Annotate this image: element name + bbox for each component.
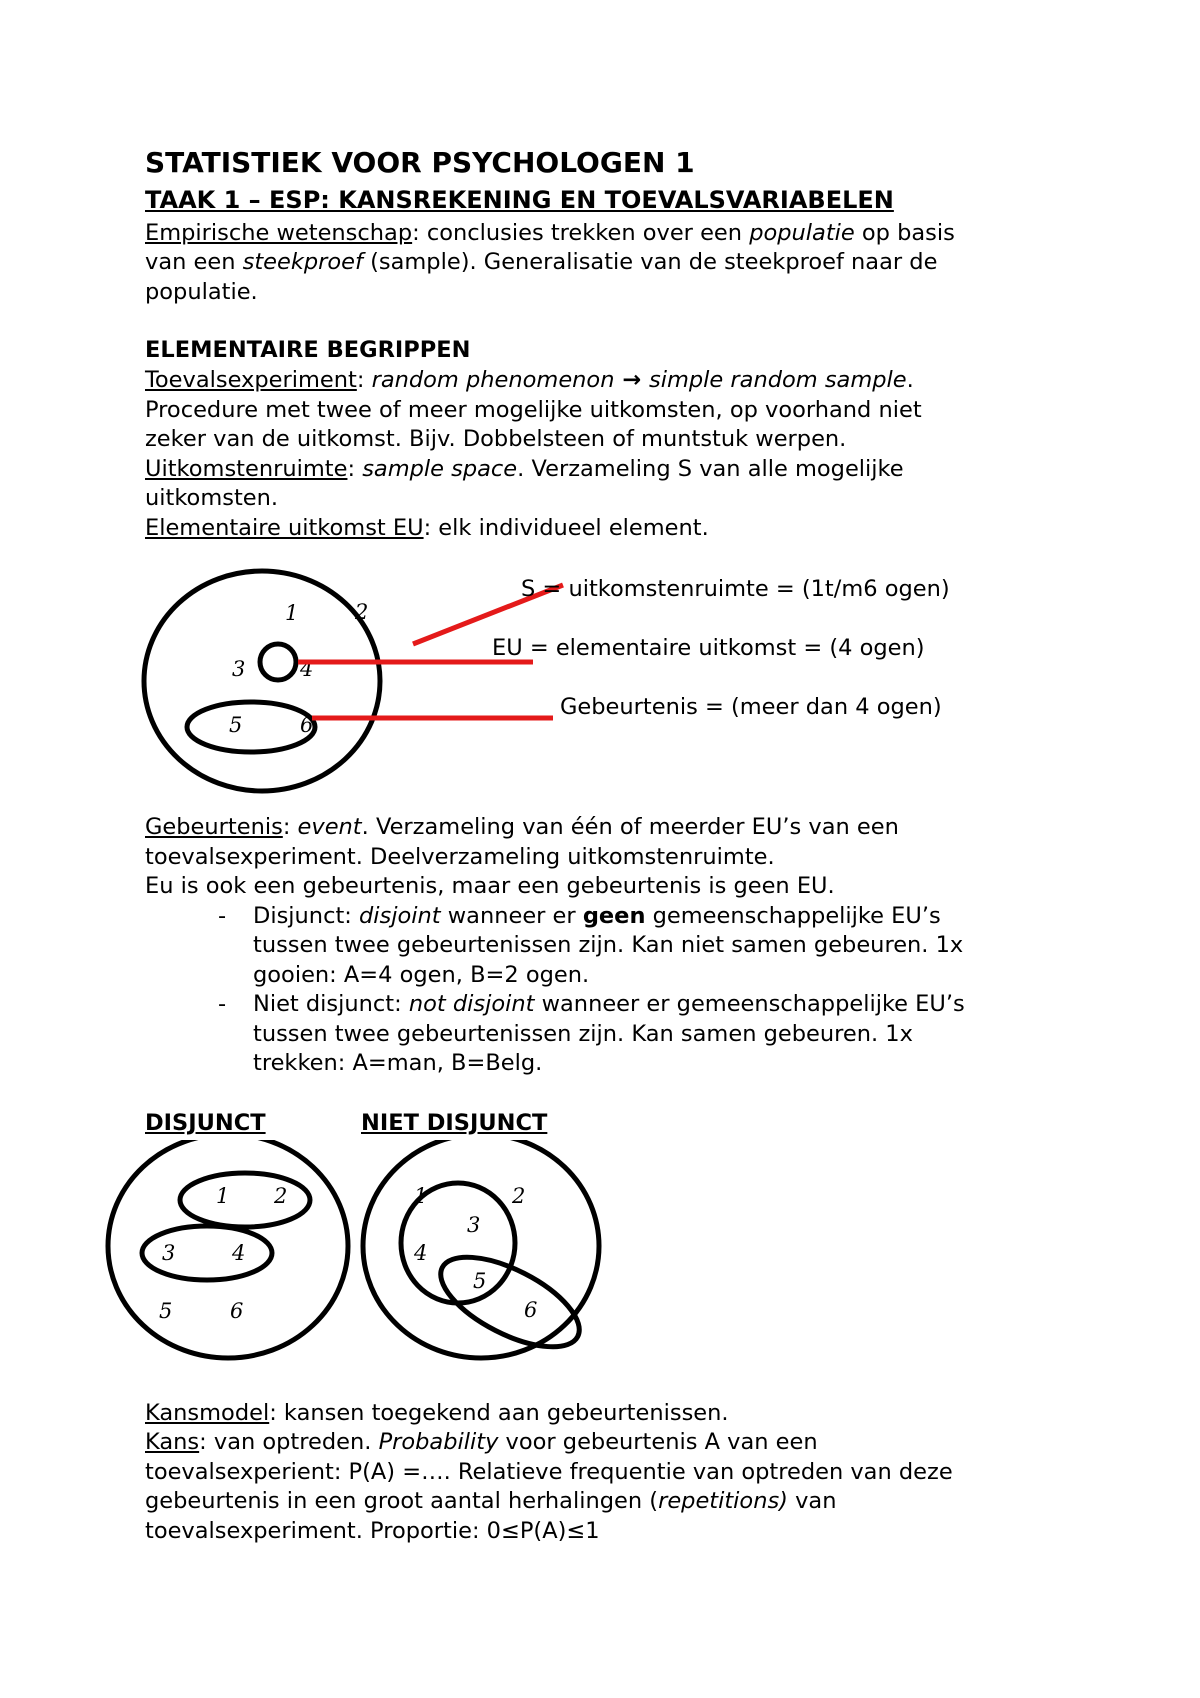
heading-disjunct: DISJUNCT <box>145 1110 266 1136</box>
bullet-dash: - <box>218 991 227 1017</box>
label-gebeurtenis: Gebeurtenis = (meer dan 4 ogen) <box>560 694 942 720</box>
term-gebeurtenis: Gebeurtenis <box>145 814 283 840</box>
outcome-number: 3 <box>232 657 246 681</box>
disjunct-diagram <box>108 1140 348 1358</box>
term-empirische-wetenschap: Empirische wetenschap <box>145 220 413 246</box>
kans-line-3: gebeurtenis in een groot aantal herhalingen (repetitions) van <box>145 1488 837 1514</box>
intro-line-2: van een steekproef (sample). Generalisatie van de steekproef naar de <box>145 249 938 275</box>
procedure-line-1: Procedure met twee of meer mogelijke uitkomsten, op voorhand niet <box>145 397 922 423</box>
bullet-disjunct-line-3: gooien: A=4 ogen, B=2 ogen. <box>253 962 590 988</box>
term-kansmodel: Kansmodel <box>145 1400 270 1426</box>
arrow-icon: → <box>614 367 649 393</box>
uitkomstenruimte-line-2: uitkomsten. <box>145 485 279 511</box>
outcome-number: 1 <box>414 1184 428 1208</box>
elementaire-uitkomst-line: Elementaire uitkomst EU: elk individueel element. <box>145 515 709 541</box>
kansmodel-line: Kansmodel: kansen toegekend aan gebeurtenissen. <box>145 1400 729 1426</box>
outcome-number: 1 <box>216 1184 230 1208</box>
outcome-number: 5 <box>473 1269 487 1293</box>
intro-line-3: populatie. <box>145 279 258 305</box>
intro-line-1: Empirische wetenschap: conclusies trekken over een populatie op basis <box>145 220 955 246</box>
label-sample-space: S = uitkomstenruimte = (1t/m6 ogen) <box>521 576 950 602</box>
disjunct-diagrams <box>0 1140 620 1370</box>
label-elementaire-uitkomst: EU = elementaire uitkomst = (4 ogen) <box>492 635 925 661</box>
toevalsexperiment-line: Toevalsexperiment: random phenomenon → simple random sample. <box>145 367 914 393</box>
uitkomstenruimte-line: Uitkomstenruimte: sample space. Verzameling S van alle mogelijke <box>145 456 904 482</box>
eu-circle <box>260 644 296 680</box>
kans-line-4: toevalsexperiment. Proportie: 0≤P(A)≤1 <box>145 1518 600 1544</box>
niet-disjunct-diagram <box>363 1140 599 1365</box>
outcome-number: 5 <box>159 1299 173 1323</box>
procedure-line-2: zeker van de uitkomst. Bijv. Dobbelsteen of muntstuk werpen. <box>145 426 847 452</box>
gebeurtenis-line-1: Gebeurtenis: event. Verzameling van één of meerder EU’s van een <box>145 814 899 840</box>
bullet-niet-disjunct-line-2: tussen twee gebeurtenissen zijn. Kan samen gebeuren. 1x <box>253 1021 913 1047</box>
gebeurtenis-line-3: Eu is ook een gebeurtenis, maar een gebeurtenis is geen EU. <box>145 873 835 899</box>
bullet-disjunct-line-2: tussen twee gebeurtenissen zijn. Kan niet samen gebeuren. 1x <box>253 932 964 958</box>
term-elementaire-uitkomst: Elementaire uitkomst EU <box>145 515 424 541</box>
outcome-number: 1 <box>285 601 299 625</box>
bullet-niet-disjunct-line-1: Niet disjunct: not disjoint wanneer er gemeenschappelijke EU’s <box>253 991 965 1017</box>
outcome-number: 6 <box>230 1299 244 1323</box>
term-uitkomstenruimte: Uitkomstenruimte <box>145 456 348 482</box>
kans-line-2: toevalsexperient: P(A) =…. Relatieve frequentie van optreden van deze <box>145 1459 953 1485</box>
outcome-number: 2 <box>355 600 369 624</box>
gebeurtenis-line-2: toevalsexperiment. Deelverzameling uitkomstenruimte. <box>145 844 775 870</box>
event-ellipse-a <box>180 1173 310 1227</box>
bullet-disjunct-line-1: Disjunct: disjoint wanneer er geen gemeenschappelijke EU’s <box>253 903 941 929</box>
outcome-number: 5 <box>229 713 243 737</box>
term-toevalsexperiment: Toevalsexperiment <box>145 367 357 393</box>
outcome-number: 2 <box>512 1184 526 1208</box>
document-subtitle: TAAK 1 – ESP: KANSREKENING EN TOEVALSVARIABELEN <box>145 186 894 214</box>
outcome-number: 6 <box>524 1298 538 1322</box>
outcome-number: 3 <box>467 1213 481 1237</box>
outcome-number: 6 <box>300 713 314 737</box>
kans-line-1: Kans: van optreden. Probability voor gebeurtenis A van een <box>145 1429 818 1455</box>
document-title: STATISTIEK VOOR PSYCHOLOGEN 1 <box>145 146 695 179</box>
outcome-number: 3 <box>162 1241 176 1265</box>
niet-disjunct-outer-circle <box>363 1140 599 1358</box>
section-heading-elementaire-begrippen: ELEMENTAIRE BEGRIPPEN <box>145 337 471 363</box>
bullet-dash: - <box>218 903 227 929</box>
sample-space-circle <box>144 571 380 791</box>
outcome-number: 4 <box>232 1241 246 1265</box>
event-ellipse-b <box>428 1239 592 1365</box>
term-kans: Kans <box>145 1429 200 1455</box>
outcome-number: 2 <box>274 1184 288 1208</box>
event-ellipse <box>187 702 315 752</box>
heading-niet-disjunct: NIET DISJUNCT <box>361 1110 548 1136</box>
bullet-niet-disjunct-line-3: trekken: A=man, B=Belg. <box>253 1050 543 1076</box>
outcome-number: 4 <box>300 657 314 681</box>
outcome-number: 4 <box>414 1241 428 1265</box>
